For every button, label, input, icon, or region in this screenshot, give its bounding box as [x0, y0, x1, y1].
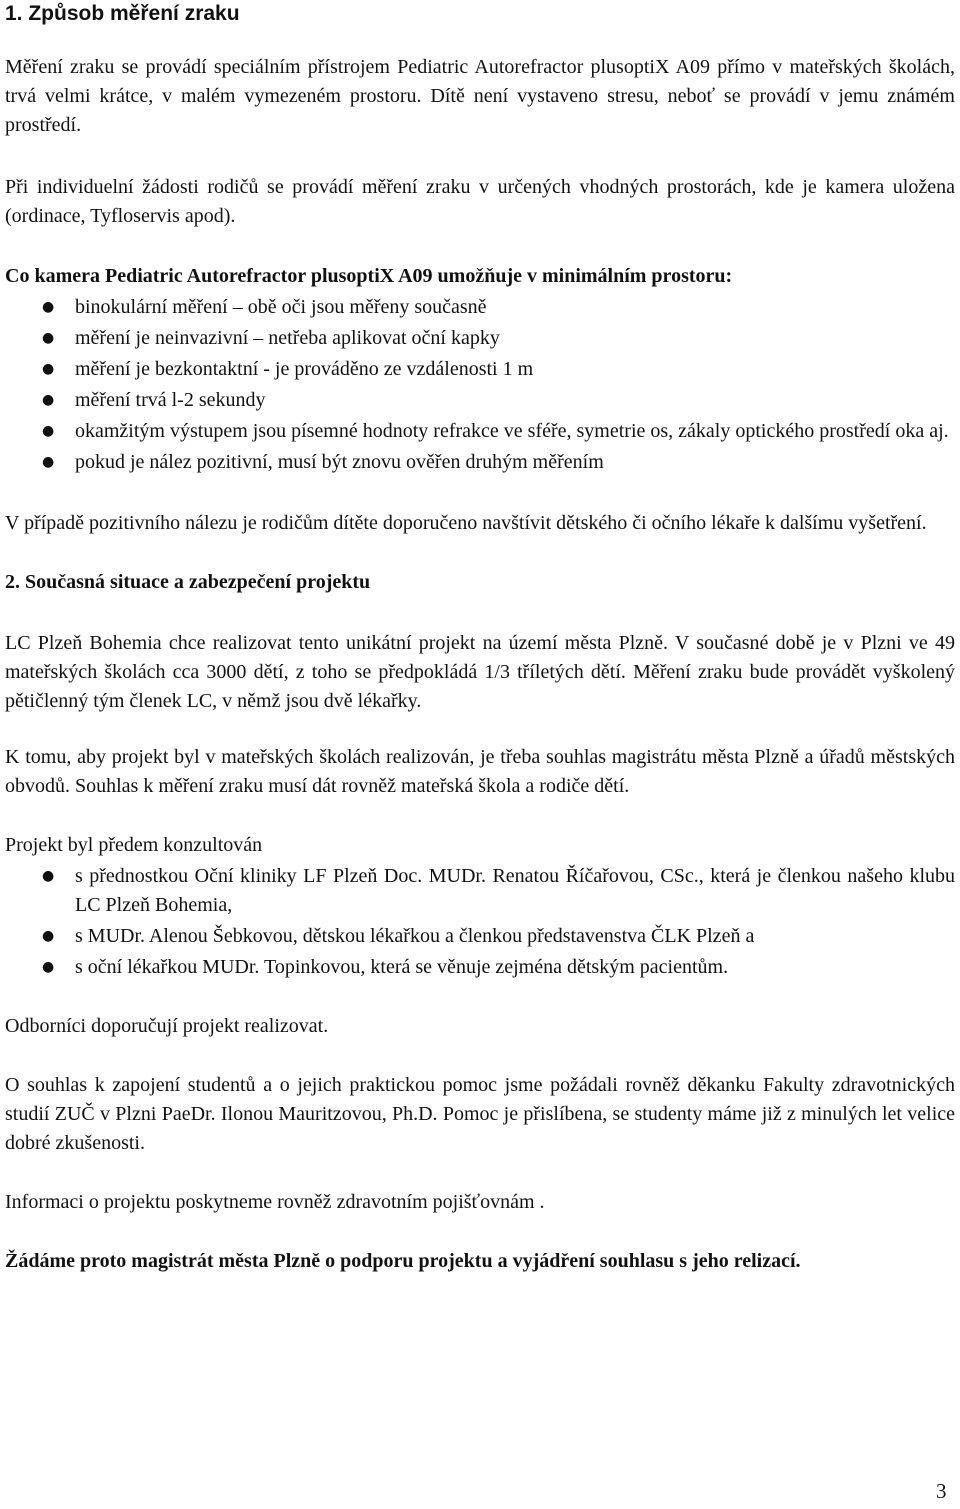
bullet-icon: ●: [42, 330, 55, 346]
section2-paragraph-4: O souhlas k zapojení studentů a o jejich praktickou pomoc jsme požádali rovněž děkanku Fakulty zdravotnických studií ZUČ v Plzni PaeDr. Ilonou Mauritzovou, Ph.D. Pomoc je přislíbena, se studenty máme již z minulých let velice dobré zkušenosti.: [5, 1074, 955, 1154]
section2-paragraph-2: K tomu, aby projekt byl v mateřských školách realizován, je třeba souhlas magistrátu města Plzně a úřadů městských obvodů. Souhlas k měření zraku musí dát rovněž mateřská škola a rodiče dětí.: [5, 746, 955, 797]
section1-title: 1. Způsob měření zraku: [5, 2, 240, 25]
page-number: 3: [936, 1479, 947, 1503]
section1-paragraph-3: V případě pozitivního nálezu je rodičům dítěte doporučeno navštívit dětského či očního lékaře k dalšímu vyšetření.: [5, 512, 927, 534]
list-item: ● měření trvá l-2 sekundy: [5, 386, 955, 415]
list-item: ● s MUDr. Alenou Šebkovou, dětskou lékařkou a členkou představenstva ČLK Plzeň a: [5, 922, 955, 951]
list-item: ● pokud je nález pozitivní, musí být znovu ověřen druhým měřením: [5, 448, 955, 477]
section2-paragraph-3: Odborníci doporučují projekt realizovat.: [5, 1015, 329, 1037]
bullet-icon: ●: [42, 928, 55, 944]
closing-request: Žádáme proto magistrát města Plzně o podporu projektu a vyjádření souhlasu s jeho relizací.: [5, 1250, 801, 1272]
consulted-lead: Projekt byl předem konzultován: [5, 834, 263, 856]
section2-paragraph-5: Informaci o projektu poskytneme rovněž zdravotním pojišťovnám .: [5, 1191, 545, 1213]
document-page: [5, 0, 955, 1276]
consulted-list: [5, 862, 955, 982]
bullet-icon: ●: [42, 454, 55, 470]
list-item: ● měření je neinvazivní – netřeba aplikovat oční kapky: [5, 324, 955, 353]
section2-paragraph-1: LC Plzeň Bohemia chce realizovat tento unikátní projekt na území města Plzně. V současné době je v Plzni ve 49 mateřských školách cca 3000 dětí, z toho se předpokládá 1/3 tříletých dětí. Měření zraku bude provádět vyškolený pětičlenný tým členek LC, v němž jsou dvě lékařky.: [5, 632, 955, 712]
bullet-icon: ●: [42, 868, 55, 884]
list-item: ● s přednostkou Oční kliniky LF Plzeň Doc. MUDr. Renatou Říčařovou, CSc., která je členkou našeho klubu LC Plzeň Bohemia,: [5, 862, 955, 920]
capabilities-lead: Co kamera Pediatric Autorefractor plusoptiX A09 umožňuje v minimálním prostoru:: [5, 265, 733, 287]
bullet-icon: ●: [42, 361, 55, 377]
list-item: ● s oční lékařkou MUDr. Topinkovou, která se věnuje zejména dětským pacientům.: [5, 953, 955, 982]
list-item: ● binokulární měření – obě oči jsou měřeny současně: [5, 293, 955, 322]
section2-title: 2. Současná situace a zabezpečení projektu: [5, 571, 371, 593]
bullet-icon: ●: [42, 392, 55, 408]
section1-paragraph-2: Při individuelní žádosti rodičů se provádí měření zraku v určených vhodných prostorách, kde je kamera uložena (ordinace, Tyfloservis apod).: [5, 176, 955, 227]
section1-paragraph-1: Měření zraku se provádí speciálním přístrojem Pediatric Autorefractor plusoptiX A09 přímo v mateřských školách, trvá velmi krátce, v malém vymezeném prostoru. Dítě není vystaveno stresu, neboť se provádí v jemu známém prostředí.: [5, 56, 955, 136]
list-item: ● měření je bezkontaktní - je prováděno ze vzdálenosti 1 m: [5, 355, 955, 384]
bullet-icon: ●: [42, 299, 55, 315]
bullet-icon: ●: [42, 423, 55, 439]
list-item: ● okamžitým výstupem jsou písemné hodnoty refrakce ve sféře, symetrie os, zákaly optického prostředí oka aj.: [5, 417, 955, 446]
bullet-icon: ●: [42, 959, 55, 975]
capabilities-list: [5, 293, 955, 477]
